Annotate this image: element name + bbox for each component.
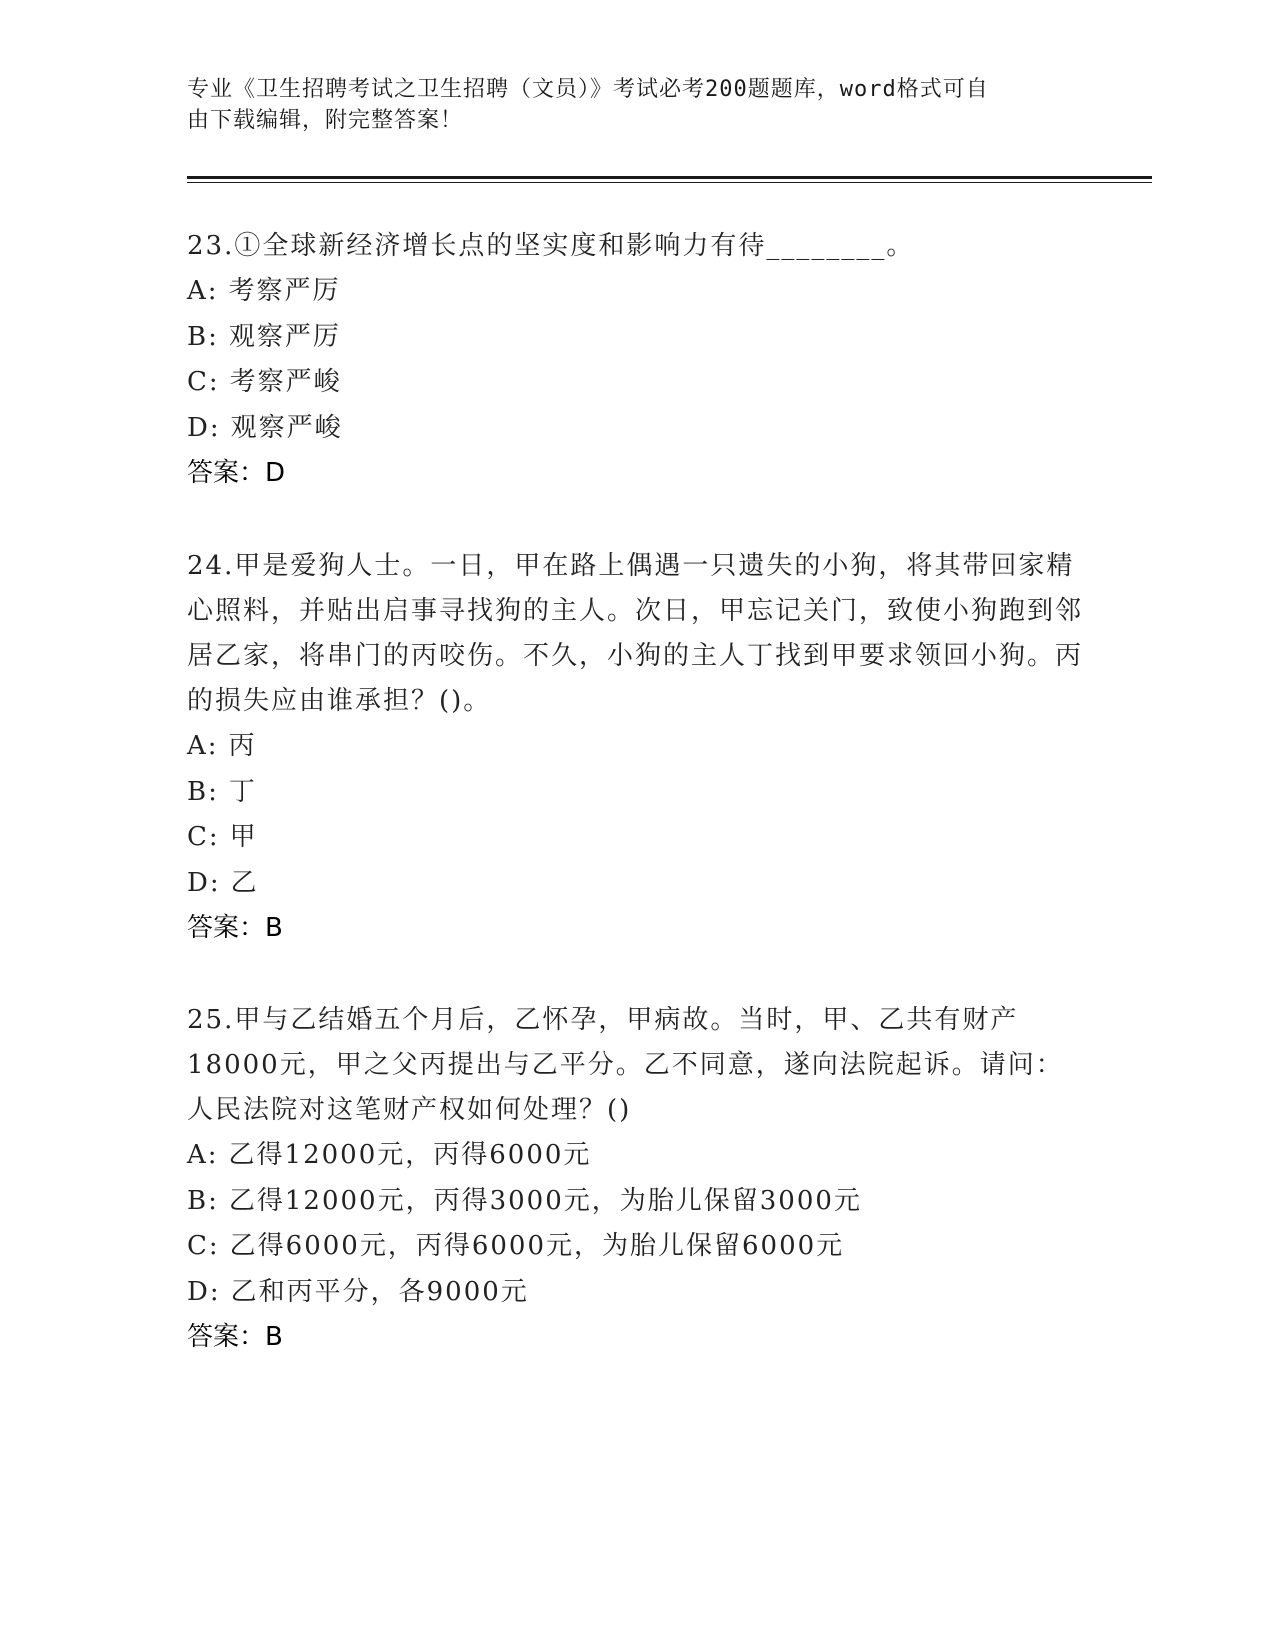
option-key: B bbox=[187, 321, 209, 352]
option-key: C bbox=[187, 1231, 209, 1261]
option-b bbox=[187, 770, 1087, 816]
option-separator: : bbox=[208, 776, 219, 807]
option-key: D bbox=[187, 412, 210, 443]
question-text: 25.甲与乙结婚五个月后，乙怀孕，甲病故。当时，甲、乙共有财产18000元，甲之父丙提出与乙平分。乙不同意，遂向法院起诉。请问：人民法院对这笔财产权如何处理？() bbox=[187, 1005, 1064, 1125]
option-text: 乙 bbox=[230, 867, 259, 898]
option-text: 丁 bbox=[228, 776, 257, 807]
option-b bbox=[187, 315, 1087, 361]
question-text: 23.①全球新经济增长点的坚实度和影响力有待________。 bbox=[187, 231, 915, 261]
option-separator: : bbox=[208, 367, 220, 397]
option-key: B bbox=[187, 1185, 209, 1216]
option-d bbox=[187, 406, 1087, 452]
question-24 bbox=[187, 544, 1087, 951]
option-text: 乙得12000元，丙得6000元 bbox=[228, 1140, 592, 1170]
header-divider-thick bbox=[187, 176, 1152, 179]
option-text: 乙和丙平分，各9000元 bbox=[230, 1276, 529, 1307]
header-line-1: 专业《卫生招聘考试之卫生招聘（文员）》考试必考200题题库，word格式可自 bbox=[187, 77, 989, 102]
answer-line: 答案：D bbox=[187, 458, 286, 488]
option-key: C bbox=[187, 822, 209, 852]
option-key: A bbox=[187, 731, 208, 761]
option-a bbox=[187, 1133, 1087, 1179]
header-divider-thin bbox=[187, 182, 1152, 183]
option-key: C bbox=[187, 367, 209, 397]
option-text: 丙 bbox=[228, 731, 257, 761]
option-separator: : bbox=[207, 731, 219, 761]
option-key: D bbox=[187, 1276, 210, 1307]
option-key: B bbox=[187, 776, 209, 807]
option-c bbox=[187, 360, 1087, 406]
option-d bbox=[187, 1270, 1087, 1316]
option-separator: : bbox=[208, 1231, 220, 1261]
header-line-2: 由下载编辑，附完整答案！ bbox=[187, 108, 464, 133]
option-d bbox=[187, 861, 1087, 907]
question-25 bbox=[187, 998, 1087, 1360]
option-text: 观察严峻 bbox=[230, 412, 343, 443]
option-b bbox=[187, 1179, 1087, 1225]
answer-line: 答案：B bbox=[187, 913, 283, 943]
option-text: 乙得12000元，丙得3000元，为胎儿保留3000元 bbox=[228, 1185, 862, 1216]
question-text: 24.甲是爱狗人士。一日，甲在路上偶遇一只遗失的小狗，将其带回家精心照料，并贴出启事寻找狗的主人。次日，甲忘记关门，致使小狗跑到邻居乙家，将串门的丙咬伤。不久，小狗的主人丁找到甲要求领回小狗。丙的损失应由谁承担？()。 bbox=[187, 551, 1084, 716]
option-c bbox=[187, 1224, 1087, 1270]
option-key: A bbox=[187, 276, 208, 306]
option-key: D bbox=[187, 867, 210, 898]
option-separator: : bbox=[209, 1276, 221, 1307]
option-separator: : bbox=[208, 1185, 219, 1216]
option-key: A bbox=[187, 1140, 208, 1170]
option-separator: : bbox=[208, 822, 220, 852]
option-text: 观察严厉 bbox=[228, 321, 341, 352]
option-text: 考察严厉 bbox=[228, 276, 341, 306]
question-23 bbox=[187, 224, 1087, 496]
option-text: 乙得6000元，丙得6000元，为胎儿保留6000元 bbox=[229, 1231, 845, 1261]
option-text: 考察严峻 bbox=[229, 367, 342, 397]
option-separator: : bbox=[208, 321, 219, 352]
option-a bbox=[187, 269, 1087, 315]
option-separator: : bbox=[207, 276, 219, 306]
option-separator: : bbox=[209, 412, 221, 443]
option-c bbox=[187, 815, 1087, 861]
option-a bbox=[187, 724, 1087, 770]
option-separator: : bbox=[207, 1140, 219, 1170]
document-header bbox=[187, 74, 1087, 136]
answer-line: 答案：B bbox=[187, 1322, 283, 1352]
option-text: 甲 bbox=[229, 822, 258, 852]
option-separator: : bbox=[209, 867, 221, 898]
